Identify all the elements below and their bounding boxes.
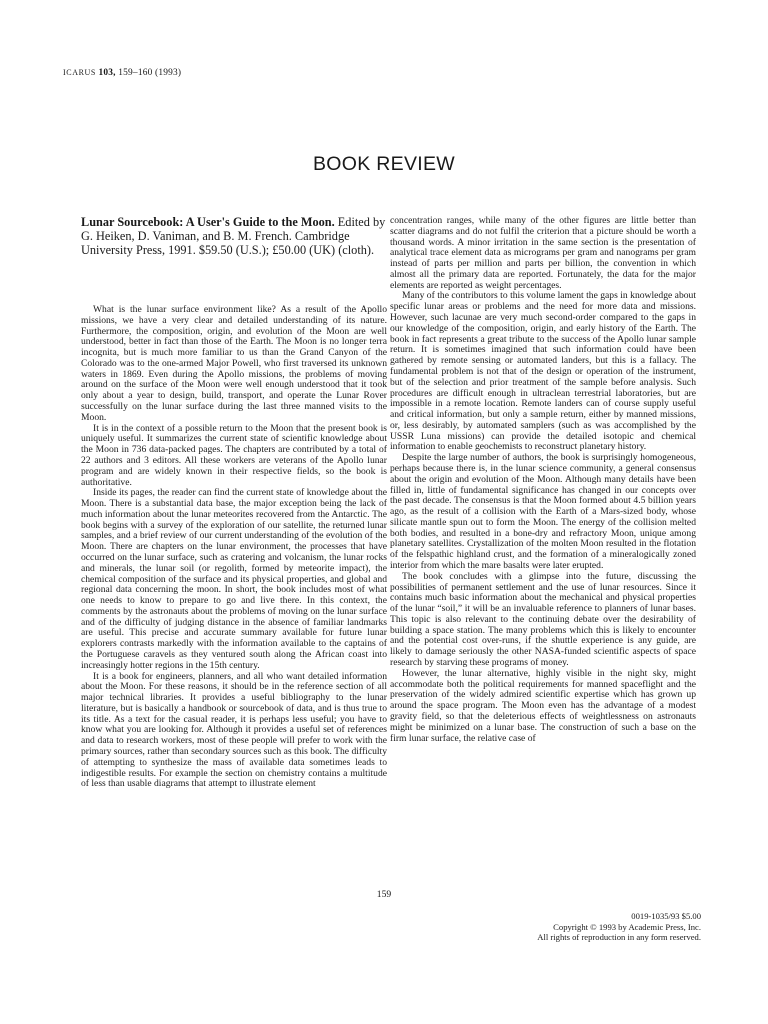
page-number: 159 (376, 889, 392, 900)
copyright-block (537, 911, 701, 943)
book-header (81, 216, 387, 258)
paragraph: The book concludes with a glimpse into the future, discussing the possibilities of permanent settlement and the use of lunar resources. Since it contains much basic information about the mechanical and physical properties of the lunar “soil,” it will be an invaluable reference to planners of lunar bases. This topic is also relevant to the continuing debate over the desirability of building a space station. The many problems which this is likely to encounter and the potential cost over-runs, if the shuttle experience is any guide, are likely to damage seriously the other NASA-funded scientific aspects of space research by starving these programs of money. (390, 570, 696, 669)
section-title: BOOK REVIEW (313, 153, 455, 175)
book-title: Lunar Sourcebook: A User's Guide to the Moon. (81, 215, 335, 229)
left-column-body (81, 305, 387, 790)
article-code: 0019-1035/93 $5.00 (631, 911, 701, 921)
journal-volume: 103, (98, 68, 116, 78)
paragraph: Inside its pages, the reader can find the current state of knowledge about the Moon. There is a substantial data base, the major exception being the lack of much information about the lunar meteorites recovered from the Antarctic. The book begins with a survey of the exploration of our satellite, the returned lunar samples, and a brief review of our current understanding of the evolution of the Moon. There are chapters on the lunar environment, the processes that have occurred on the lunar surface, such as cratering and volcanism, the lunar rocks and minerals, the lunar soil (or regolith, formed by meteorite impact), the chemical composition of the surface and its physical properties, and global and regional data concerning the moon. In short, the book includes most of what one needs to know to prepare to go and live there. In this context, the comments by the astronauts about the problems of moving on the lunar surface and of the difficulty of judging distance in the absence of familiar landmarks are useful. This precise and accurate summary available for future lunar explorers contrasts markedly with the information available to the captains of the Portuguese caravels as they ventured south along the African coast into increasingly hotter regions in the 15th century. (81, 487, 387, 671)
left-column (81, 215, 387, 790)
paragraph: What is the lunar surface environment like? As a result of the Apollo missions, we have a very clear and detailed understanding of its nature. Furthermore, the composition, origin, and evolution of the Moon are well understood, better in fact than those of the Earth. The Moon is no longer terra incognita, but is much more familiar to us than the Grand Canyon of the Colorado was to the one-armed Major Powell, who first traversed its unknown waters in 1869. Even during the Apollo missions, the problems of moving around on the surface of the Moon were well enough understood that it took only about a year to design, build, transport, and operate the Lunar Rover successfully on the lunar surface during the last three manned visits to the Moon. (81, 304, 387, 423)
book-details: Edited by G. Heiken, D. Vaniman, and B. M. French. Cambridge University Press, 1991. $59.50 (U.S.); £50.00 (UK) (cloth). (81, 215, 386, 257)
paragraph: Many of the contributors to this volume lament the gaps in knowledge about specific lunar areas or problems and the need for more data and missions. However, such lacunae are very much second-order compared to the gaps in our knowledge of the composition, origin, and early history of the Earth. The book in fact represents a great tribute to the success of the Apollo lunar sample return. It is sometimes imagined that such information could have been gathered by remote sensing or automated landers, but this is a fallacy. The fundamental problem is not that of the design or operation of the instrument, but of the selection and prior treatment of the sample before analysis. Such procedures are difficult enough in ultraclean terrestrial laboratories, but are impossible in a remote location. Remote landers can of course supply useful and critical information, but only a sample return, either by manned missions, or, less desirably, by automated samplers (such as was accomplished by the USSR Luna missions) can provide the detailed isotopic and chemical information to enable geochemists to reconstruct planetary history. (390, 290, 696, 453)
rights-line: All rights of reproduction in any form reserved. (537, 932, 701, 943)
paragraph: Despite the large number of authors, the book is surprisingly homogeneous, perhaps because there is, in the lunar science community, a general consensus about the origin and evolution of the Moon. Although many details have been filled in, little of fundamental significance has changed in our concepts over the past decade. The consensus is that the Moon formed about 4.5 billion years ago, as the result of a collision with the Earth of a Mars-sized body, whose silicate mantle spun out to form the Moon. The energy of the collision melted both bodies, and resulted in a bone-dry and refractory Moon, unique among planetary satellites. Crystallization of the molten Moon resulted in the flotation of the felspathic highland crust, and the formation of a mineralogically zoned interior from which the mare basalts were later erupted. (390, 452, 696, 571)
journal-name: ICARUS (63, 68, 96, 77)
paragraph: It is in the context of a possible return to the Moon that the present book is uniquely useful. It summarizes the current state of scientific knowledge about the Moon in 736 data-packed pages. The chapters are contributed by a total of 22 authors and 3 editors. All these workers are veterans of the Apollo lunar program and are widely known in their respective fields, so the book is authoritative. (81, 422, 387, 488)
paragraph: It is a book for engineers, planners, and all who want detailed information about the Moon. For these reasons, it should be in the reference section of all major technical libraries. It provides a useful bibliography to the lunar literature, but is basically a handbook or sourcebook of data, and is thus true to its title. As a text for the casual reader, it is perhaps less useful; you have to know what you are looking for. Although it provides a useful set of references and data to research workers, most of these people will prefer to work with the primary sources, rather than secondary sources such as this book. The difficulty of attempting to synthesize the mass of available data sometimes leads to indigestible results. For example the section on chemistry contains a multitude of less than usable diagrams that attempt to illustrate element (81, 670, 387, 790)
copyright-line: Copyright © 1993 by Academic Press, Inc. (553, 921, 701, 932)
journal-pages-year: 159–160 (1993) (118, 68, 182, 78)
paragraph: However, the lunar alternative, highly visible in the night sky, might accommodate both the political requirements for manned spaceflight and the preservation of the widely admired scientific expertise which has grown up around the space program. The Moon even has the advantage of a modest gravity field, so that the deleterious effects of weightlessness on astronauts might be minimized on a lunar base. The construction of such a base on the firm lunar surface, the relative case of (390, 667, 696, 744)
right-column (390, 216, 696, 744)
journal-reference (63, 68, 181, 78)
paragraph: concentration ranges, while many of the other figures are little better than scatter diagrams and do not fulfil the criterion that a picture should be worth a thousand words. A minor irritation in the same section is the presentation of analytical trace element data as micrograms per gram and nanograms per gram instead of parts per million and parts per billion, the convention in which almost all the primary data are reported. Fortunately, the data for the major elements are reported as weight percentages. (390, 215, 696, 291)
